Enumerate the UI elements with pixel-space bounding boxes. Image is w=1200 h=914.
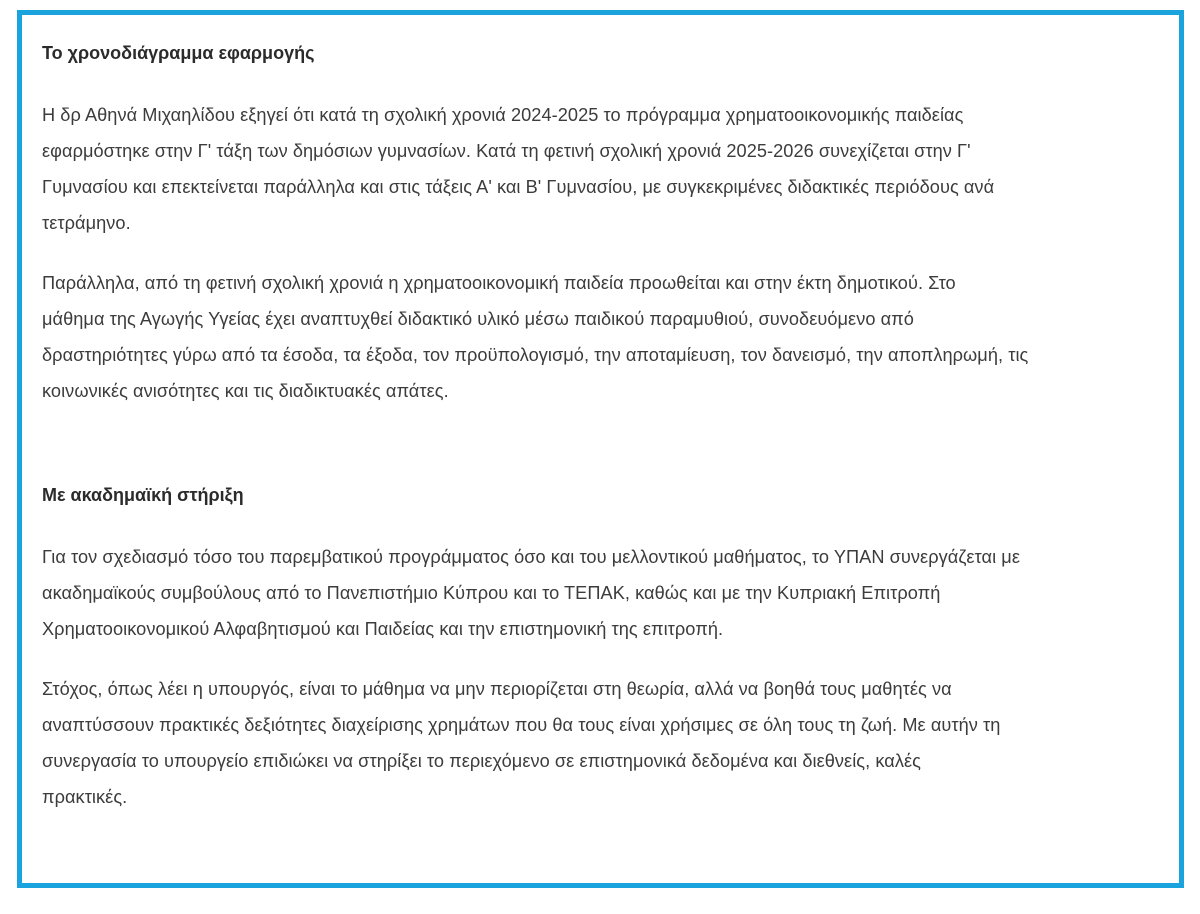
paragraph-line: αναπτύσσουν πρακτικές δεξιότητες διαχείρισης χρημάτων που θα τους είναι χρήσιμες σε όλη τους τη ζωή. Με αυτήν τη: [42, 715, 1001, 735]
paragraph-line: Γυμνασίου και επεκτείνεται παράλληλα και στις τάξεις Α' και Β' Γυμνασίου, με συγκεκριμένες διδακτικές περιόδους ανά: [42, 177, 995, 197]
paragraph-line: Χρηματοοικονομικού Αλφαβητισμού και Παιδείας και την επιστημονική της επιτροπή.: [42, 619, 724, 639]
paragraph-academic-2: [42, 671, 1162, 815]
paragraph-line: Στόχος, όπως λέει η υπουργός, είναι το μάθημα να μην περιορίζεται στη θεωρία, αλλά να βοηθά τους μαθητές να: [42, 679, 952, 699]
paragraph-timeline-2: [42, 265, 1162, 409]
paragraph-line: συνεργασία το υπουργείο επιδιώκει να στηρίξει το περιεχόμενο σε επιστημονικά δεδομένα και διεθνείς, καλές: [42, 751, 921, 771]
paragraph-line: Η δρ Αθηνά Μιχαηλίδου εξηγεί ότι κατά τη σχολική χρονιά 2024-2025 το πρόγραμμα χρηματοοικονομικής παιδείας: [42, 105, 964, 125]
paragraph-line: τετράμηνο.: [42, 213, 131, 233]
paragraph-line: κοινωνικές ανισότητες και τις διαδικτυακές απάτες.: [42, 381, 449, 401]
paragraph-timeline-1: [42, 97, 1162, 241]
paragraph-line: εφαρμόστηκε στην Γ' τάξη των δημόσιων γυμνασίων. Κατά τη φετινή σχολική χρονιά 2025-2026 συνεχίζεται στην Γ': [42, 141, 971, 161]
section-heading-timeline: Το χρονοδιάγραμμα εφαρμογής: [42, 43, 315, 63]
paragraph-academic-1: [42, 539, 1162, 647]
section-heading-academic-support: Με ακαδημαϊκή στήριξη: [42, 485, 244, 505]
paragraph-line: ακαδημαϊκούς συμβούλους από το Πανεπιστήμιο Κύπρου και το ΤΕΠΑΚ, καθώς και με την Κυπριακή Επιτροπή: [42, 583, 941, 603]
paragraph-line: Παράλληλα, από τη φετινή σχολική χρονιά η χρηματοοικονομική παιδεία προωθείται και στην έκτη δημοτικού. Στο: [42, 273, 956, 293]
paragraph-line: Για τον σχεδιασμό τόσο του παρεμβατικού προγράμματος όσο και του μελλοντικού μαθήματος, το ΥΠΑΝ συνεργάζεται με: [42, 547, 1020, 567]
paragraph-line: μάθημα της Αγωγής Υγείας έχει αναπτυχθεί διδακτικό υλικό μέσω παιδικού παραμυθιού, συνοδευόμενο από: [42, 309, 914, 329]
paragraph-line: δραστηριότητες γύρω από τα έσοδα, τα έξοδα, τον προϋπολογισμό, την αποταμίευση, τον δανεισμό, την αποπληρωμή, τις: [42, 345, 1029, 365]
paragraph-line: πρακτικές.: [42, 787, 128, 807]
article-frame: [17, 10, 1184, 888]
